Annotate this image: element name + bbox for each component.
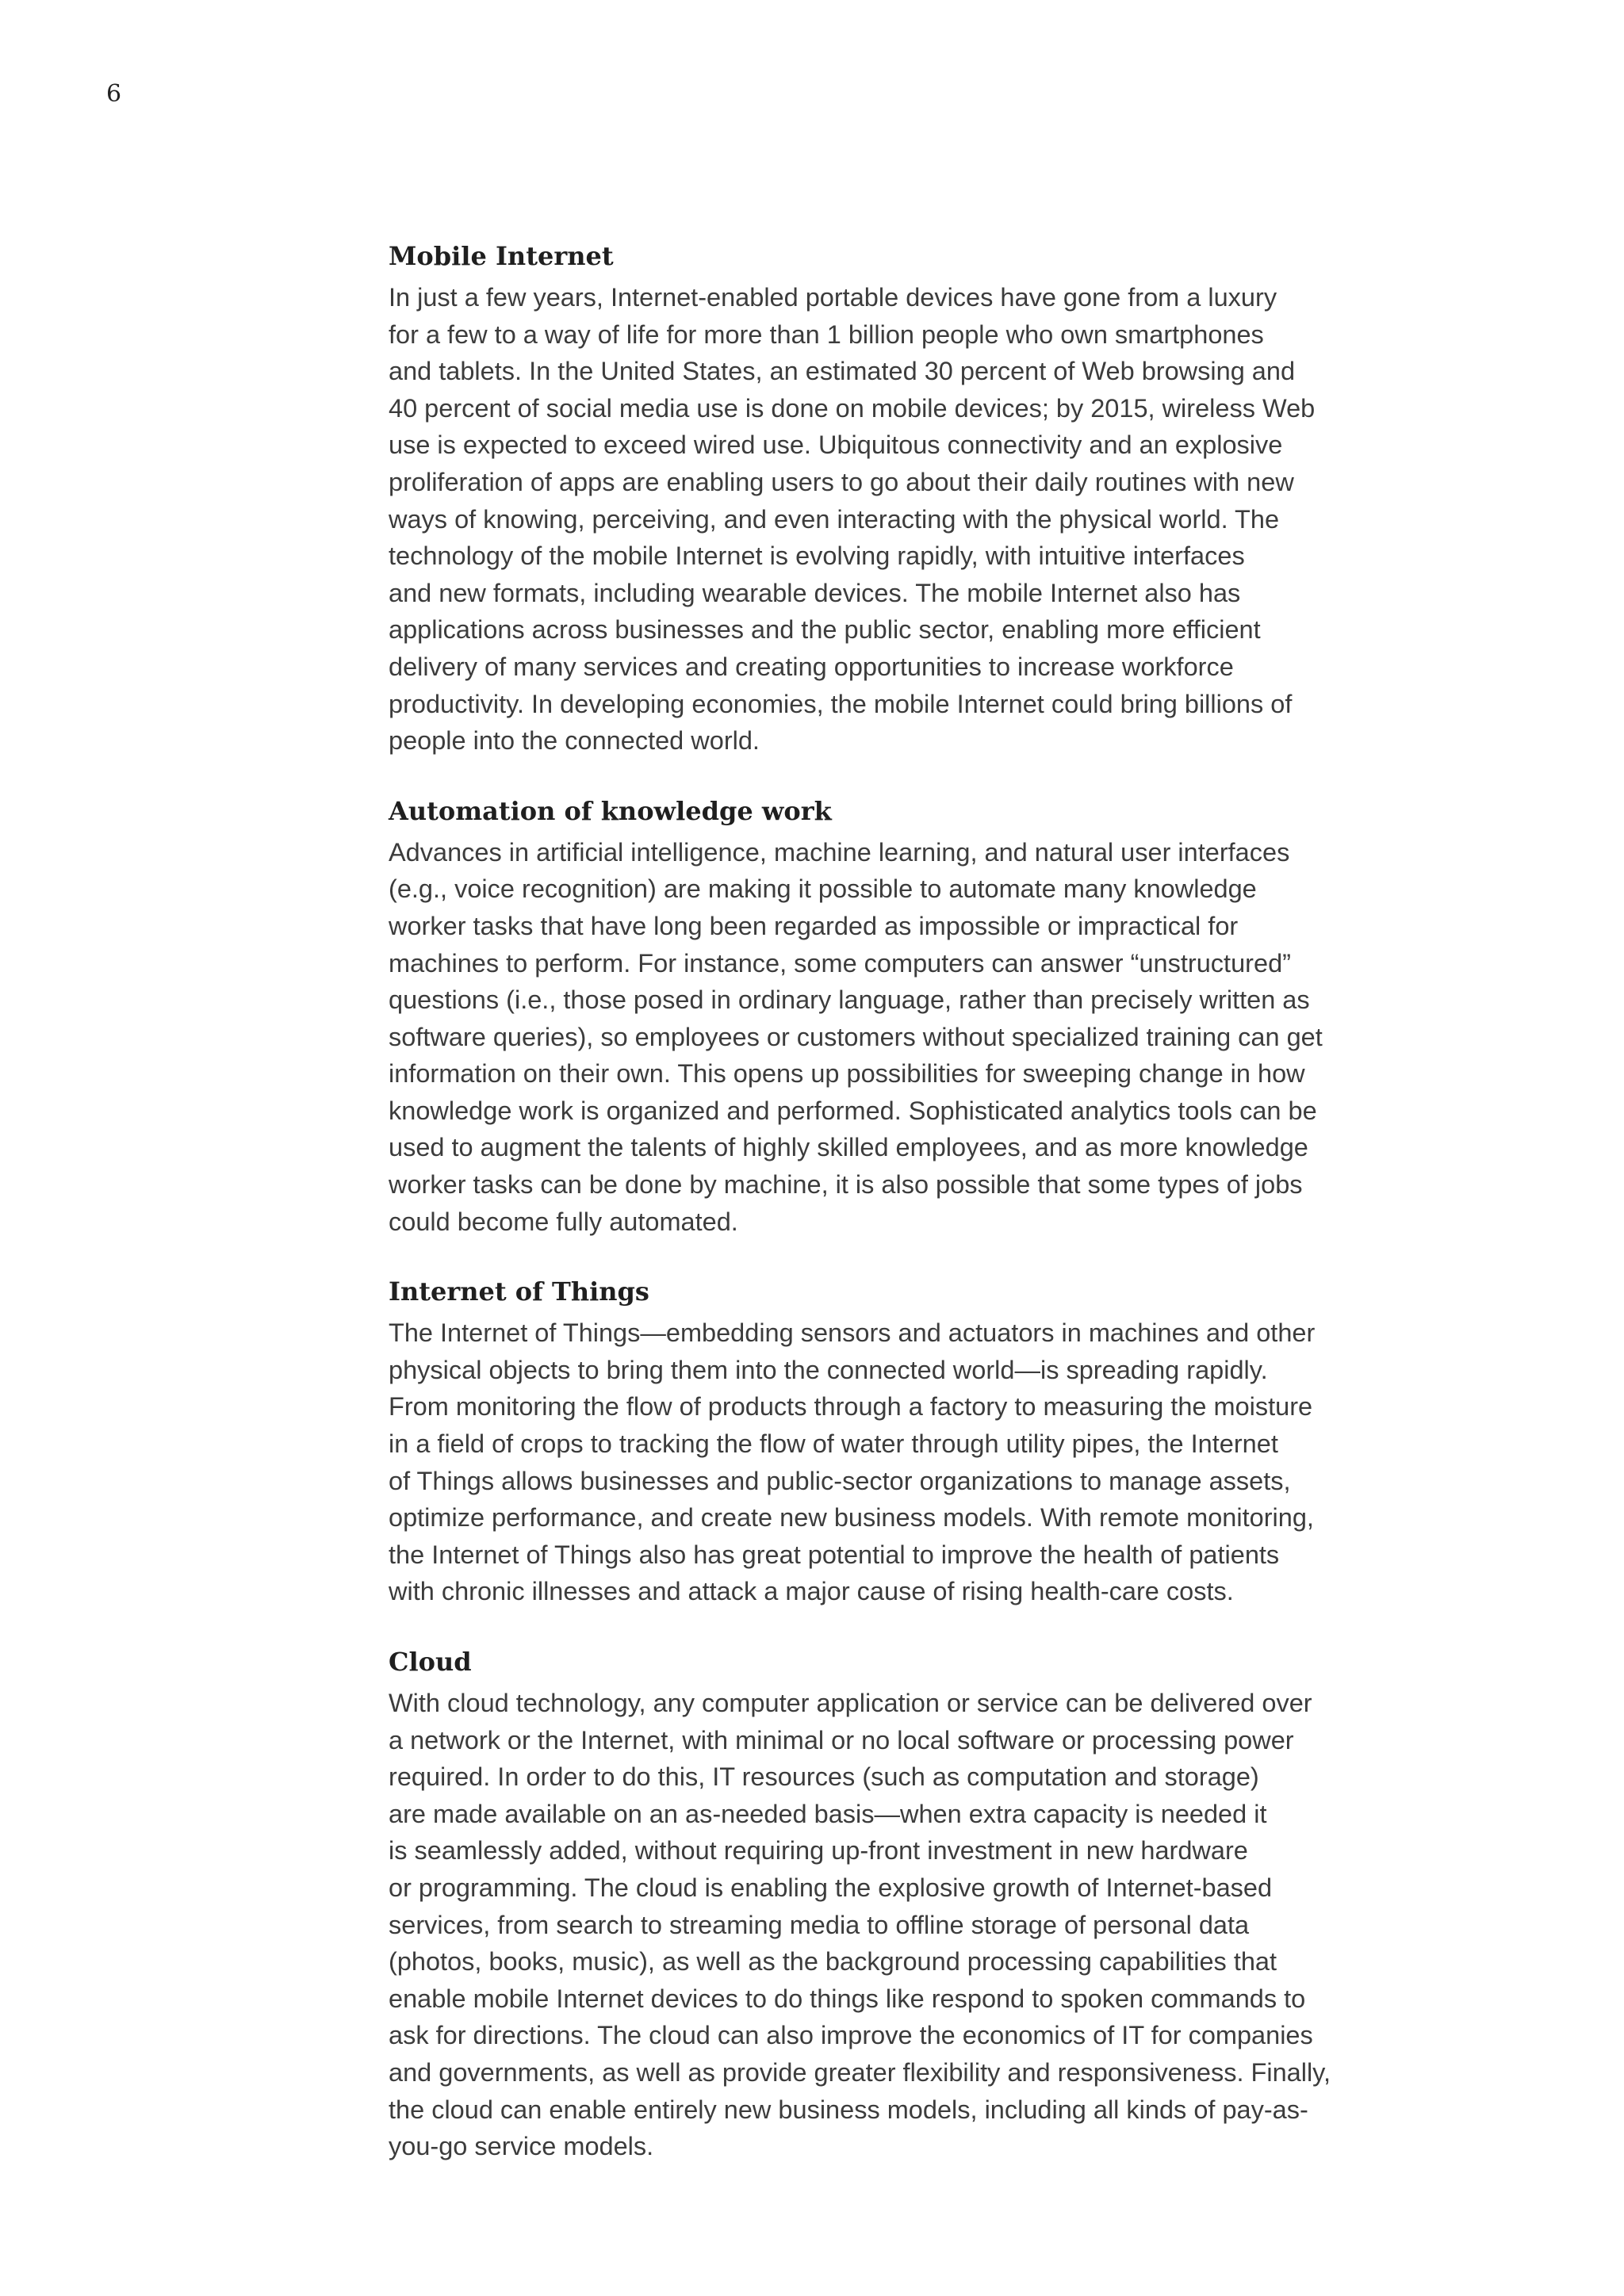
section-title: Internet of Things xyxy=(389,1276,649,1307)
section-internet-of-things xyxy=(389,1275,1388,1610)
section-title: Automation of knowledge work xyxy=(389,795,832,826)
section-cloud xyxy=(389,1645,1388,2165)
section-mobile-internet xyxy=(389,239,1388,760)
section-automation-of-knowledge-work xyxy=(389,794,1388,1241)
section-title: Mobile Internet xyxy=(389,241,614,271)
section-body: With cloud technology, any computer application or service can be delivered over a network or the Internet, with minimal or no local software or processing power required. In order to do this, IT resources (such as computation and storage) are made available on an as-needed basis—when extra capacity is needed it is seamlessly added, without requiring up-front investment in new hardware or programming. The cloud is enabling the explosive growth of Internet-based services, from search to streaming media to offline storage of personal data (photos, books, music), as well as the background processing capabilities that enable mobile Internet devices to do things like respond to spoken commands to ask for directions. The cloud can also improve the economics of IT for companies and governments, as well as provide greater flexibility and responsiveness. Finally, the cloud can enable entirely new business models, including all kinds of pay-as- you-go service models. xyxy=(389,1689,1331,2161)
document-body xyxy=(389,239,1388,2200)
section-body: In just a few years, Internet-enabled portable devices have gone from a luxury for a few to a way of life for more than 1 billion people who own smartphones and tablets. In the United States, an estimated 30 percent of Web browsing and 40 percent of social media use is done on mobile devices; by 2015, wireless Web use is expected to exceed wired use. Ubiquitous connectivity and an explosive proliferation of apps are enabling users to go about their daily routines with new ways of knowing, perceiving, and even interacting with the physical world. The technology of the mobile Internet is evolving rapidly, with intuitive interfaces and new formats, including wearable devices. The mobile Internet also has applications across businesses and the public sector, enabling more efficient delivery of many services and creating opportunities to increase workforce productivity. In developing economies, the mobile Internet could bring billions of people into the connected world. xyxy=(389,283,1316,756)
section-title: Cloud xyxy=(389,1647,472,1677)
section-body: The Internet of Things—embedding sensors and actuators in machines and other physical objects to bring them into the connected world—is spreading rapidly. From monitoring the flow of products through a factory to measuring the moisture in a field of crops to tracking the flow of water through utility pipes, the Internet of Things allows businesses and public-sector organizations to manage assets, optimize performance, and create new business models. With remote monitoring, the Internet of Things also has great potential to improve the health of patients with chronic illnesses and attack a major cause of rising health-care costs. xyxy=(389,1318,1316,1606)
page-number: 6 xyxy=(106,80,122,108)
section-body: Advances in artificial intelligence, machine learning, and natural user interfaces (e.g., voice recognition) are making it possible to automate many knowledge worker tasks that have long been regarded as impossible or impractical for machines to perform. For instance, some computers can answer “unstructured” questions (i.e., those posed in ordinary language, rather than precisely written as software queries), so employees or customers without specialized training can get information on their own. This opens up possibilities for sweeping change in how knowledge work is organized and performed. Sophisticated analytics tools can be used to augment the talents of highly skilled employees, and as more knowledge worker tasks can be done by machine, it is also possible that some types of jobs could become fully automated. xyxy=(389,837,1323,1236)
